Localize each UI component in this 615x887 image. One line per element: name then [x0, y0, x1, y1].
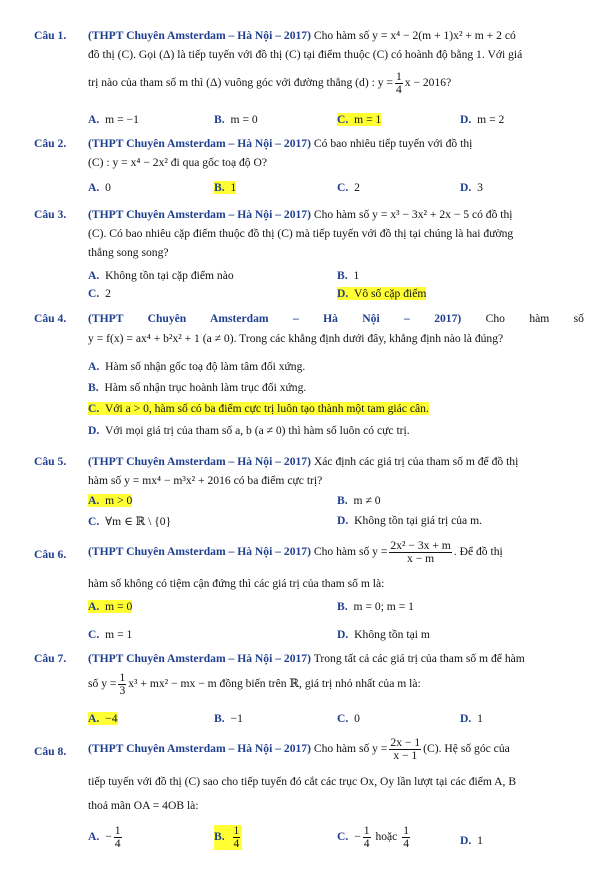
- option-c[interactable]: C. m = 1: [337, 113, 382, 126]
- question-number: Câu 7.: [34, 652, 67, 665]
- question-text: Cho hàm số y = x³ − 3x² + 2x − 5 có đồ thị: [313, 208, 513, 221]
- question-text: (C). Hệ số góc của: [423, 742, 510, 756]
- question-line: [88, 737, 584, 762]
- fraction: $\frac{1}{4}$: [363, 824, 370, 850]
- question-source: (THPT Chuyên Amsterdam – Hà Nội – 2017): [88, 455, 311, 468]
- option-c[interactable]: C. 2: [337, 181, 360, 194]
- question-text: số y =: [88, 677, 117, 691]
- option-c[interactable]: C. m = 1: [88, 628, 133, 641]
- question-text: Có bao nhiêu tiếp tuyến với đồ thị: [313, 137, 473, 150]
- option-c[interactable]: C. − $\frac{1}{4}$ hoặc $\frac{1}{4}$: [337, 824, 410, 850]
- question-text: . Để đồ thị: [453, 545, 503, 559]
- option-a[interactable]: A. − $\frac{1}{4}$: [88, 824, 121, 850]
- option-b[interactable]: B. −1: [214, 712, 243, 725]
- question-line: thoả mãn OA = 4OB là:: [88, 799, 199, 812]
- question-line: [88, 652, 584, 666]
- question-source: (THPT Chuyên Amsterdam – Hà Nội – 2017): [88, 208, 311, 221]
- question-source: (THPT Chuyên Amsterdam – Hà Nội – 2017): [88, 545, 311, 559]
- option-c[interactable]: C. 0: [337, 712, 360, 725]
- option-d[interactable]: D. 1: [460, 834, 483, 847]
- question-number: Câu 4.: [34, 312, 67, 325]
- question-source: (THPT Chuyên Amsterdam – Hà Nội – 2017): [88, 29, 311, 42]
- question-number: Câu 2.: [34, 137, 67, 150]
- question-line: tiếp tuyến với đồ thị (C) sao cho tiếp tuyến đó cắt các trục Ox, Oy lần lượt tại các điểm A, B: [88, 775, 517, 788]
- option-d[interactable]: D. 1: [460, 712, 483, 725]
- question-number: Câu 5.: [34, 455, 67, 468]
- option-a[interactable]: A. m = 0: [88, 600, 133, 613]
- option-b[interactable]: B. 1: [337, 269, 360, 282]
- question-source: (THPT Chuyên Amsterdam – Hà Nội – 2017): [88, 137, 311, 150]
- option-b[interactable]: B. m = 0: [214, 113, 258, 126]
- question-source: (THPT Chuyên Amsterdam – Hà Nội – 2017): [88, 652, 311, 665]
- option-d[interactable]: D. Không tồn tại m: [337, 628, 430, 641]
- question-text: Xác định các giá trị của tham số m để đồ thị: [313, 455, 519, 468]
- fraction: $\frac{2x - 1}{x - 1}$: [390, 736, 421, 762]
- question-line: (C). Có bao nhiêu cặp điểm thuộc đồ thị (C) mà tiếp tuyến với đồ thị tại chúng là hai đường: [88, 227, 514, 240]
- question-number: Câu 6.: [34, 548, 67, 561]
- option-b[interactable]: B. 1: [214, 181, 237, 194]
- question-line: hàm số y = mx⁴ − m³x² + 2016 có ba điểm cực trị?: [88, 474, 323, 487]
- option-c[interactable]: C. ∀m ∈ ℝ \ {0}: [88, 515, 172, 528]
- option-d[interactable]: D. Với mọi giá trị của tham số a, b (a ≠ 0) thì hàm số luôn có cực trị.: [88, 424, 410, 437]
- question-line: (C) : y = x⁴ − 2x² đi qua gốc toạ độ O?: [88, 156, 268, 169]
- option-a[interactable]: A. m > 0: [88, 494, 133, 507]
- option-d[interactable]: D. m = 2: [460, 113, 505, 126]
- question-number: Câu 8.: [34, 745, 67, 758]
- option-d[interactable]: D. 3: [460, 181, 483, 194]
- option-d[interactable]: D. Không tồn tại giá trị của m.: [337, 514, 483, 527]
- question-line: [88, 455, 584, 469]
- fraction: $\frac{1}{4}$: [395, 70, 402, 96]
- question-text: x³ + mx² − mx − m đồng biến trên ℝ, giá trị nhỏ nhất của m là:: [128, 677, 421, 691]
- option-d[interactable]: D. Vô số cặp điểm: [337, 287, 427, 300]
- option-a[interactable]: A. −4: [88, 712, 118, 725]
- option-a[interactable]: A. Không tồn tại cặp điểm nào: [88, 269, 234, 282]
- fraction: $\frac{1}{4}$: [233, 824, 240, 850]
- question-line: [88, 137, 584, 151]
- option-b[interactable]: B. m = 0; m = 1: [337, 600, 414, 613]
- fraction: $\frac{1}{4}$: [114, 824, 121, 850]
- question-source: (THPT Chuyên Amsterdam – Hà Nội – 2017): [88, 312, 462, 325]
- option-c[interactable]: C. Với a > 0, hàm số có ba điểm cực trị luôn tạo thành một tam giác cân.: [88, 402, 429, 415]
- option-c[interactable]: C. 2: [88, 287, 111, 300]
- question-source: (THPT Chuyên Amsterdam – Hà Nội – 2017): [88, 742, 311, 756]
- question-line: [88, 312, 584, 326]
- option-a[interactable]: A. 0: [88, 181, 111, 194]
- question-line: [88, 672, 584, 697]
- question-text: Cho hàm số y = x⁴ − 2(m + 1)x² + m + 2 có: [313, 29, 516, 42]
- fraction: $\frac{\text{2x² − 3x + m}}{x - m}$: [390, 539, 451, 565]
- question-number: Câu 1.: [34, 29, 67, 42]
- question-line: thẳng song song?: [88, 246, 169, 259]
- question-line: [88, 208, 584, 222]
- option-a[interactable]: A. Hàm số nhận gốc toạ độ làm tâm đối xứng.: [88, 360, 306, 373]
- option-a[interactable]: A. m = −1: [88, 113, 139, 126]
- fraction: $\frac{1}{4}$: [403, 824, 410, 850]
- option-b[interactable]: B. m ≠ 0: [337, 494, 381, 507]
- question-text: trị nào của tham số m thì (Δ) vuông góc với đường thẳng (d) : y =: [88, 76, 393, 90]
- question-line: y = f(x) = ax⁴ + b²x² + 1 (a ≠ 0). Trong các khẳng định dưới đây, khẳng định nào là đúng?: [88, 332, 504, 345]
- question-text: Cho hàm số y =: [313, 545, 388, 559]
- option-b[interactable]: B. $\frac{1}{4}$: [214, 825, 242, 850]
- question-text: Trong tất cả các giá trị của tham số m để hàm: [313, 652, 525, 665]
- question-line: [88, 540, 584, 565]
- fraction: $\frac{1}{3}$: [119, 671, 126, 697]
- question-line: đồ thị (C). Gọi (Δ) là tiếp tuyến với đồ thị (C) tại điểm thuộc (C) có hoành độ bằng 1. Với giá: [88, 48, 523, 61]
- question-text: Cho hàm số: [485, 312, 584, 325]
- question-line: [88, 71, 584, 96]
- question-line: hàm số không có tiệm cận đứng thì các giá trị của tham số m là:: [88, 577, 385, 590]
- option-b[interactable]: B. Hàm số nhận trục hoành làm trục đối xứng.: [88, 381, 307, 394]
- question-number: Câu 3.: [34, 208, 67, 221]
- question-line: [88, 29, 584, 43]
- question-text: x − 2016?: [404, 76, 452, 90]
- question-text: Cho hàm số y =: [313, 742, 388, 756]
